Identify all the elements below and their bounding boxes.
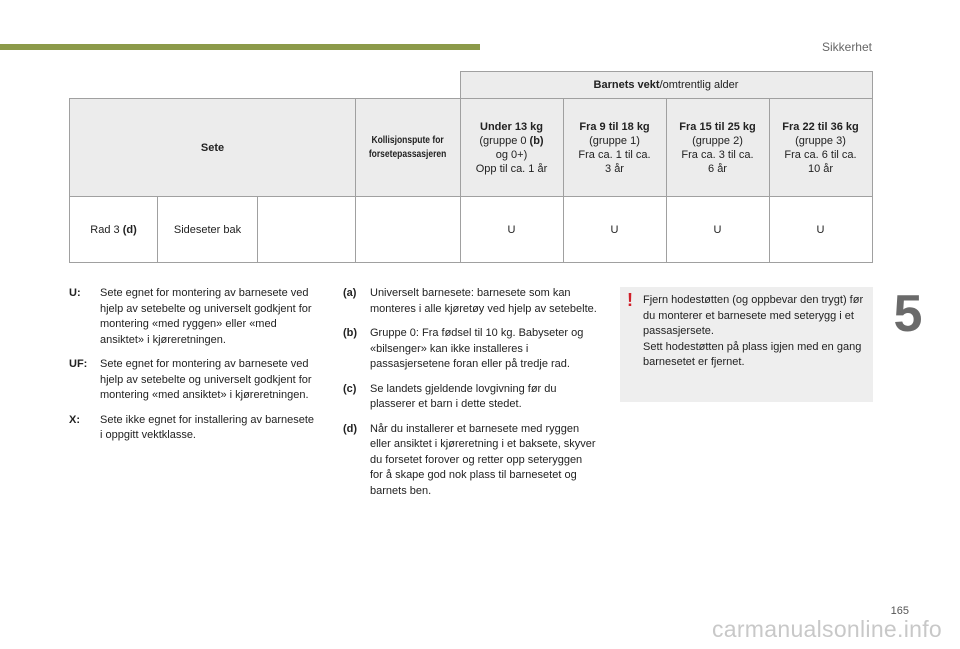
- legend-text: Sete egnet for montering av barnesete ved hjelp av setebelte og universelt godkjent for montering «med ansiktet» i kjøreretningen.: [100, 358, 312, 401]
- seat-extra: [258, 197, 356, 263]
- note-text: Universelt barnesete: barnesete som kan monteres i alle kjøretøy ved hjelp av setebelte.: [370, 287, 597, 315]
- chapter-number: 5: [893, 285, 923, 343]
- note-key: (b): [343, 327, 358, 339]
- legend-key: UF:: [69, 358, 88, 370]
- page-number: 165: [890, 605, 909, 617]
- legend-key: X:: [69, 413, 80, 426]
- child-seat-table: [69, 71, 873, 263]
- warning-box: [620, 287, 873, 402]
- table-row: [70, 197, 873, 263]
- weight-group-header: Barnets vekt/omtrentlig alder: [460, 72, 872, 99]
- value-cell: U: [563, 197, 666, 263]
- value-cell: U: [769, 197, 872, 263]
- airbag-column-header: Kollisjonspute for forsetepassasjeren: [356, 99, 461, 197]
- warning-line: Fjern hodestøtten (og oppbevar den trygt) før du monterer et barnesete med seterygg i et passasjersete.: [643, 294, 864, 337]
- note-text: Når du installerer et barnesete med ryggen eller ansiktet i kjøreretning i et baksete, skyver du forsetet forover og retter opp seteryggen for å skape god nok plass til barnesetet og barnets ben.: [370, 422, 596, 497]
- weight-header-2: Fra 15 til 25 kg (gruppe 2) Fra ca. 3 til ca. 6 år: [666, 99, 769, 197]
- chapter-color-bar: [0, 44, 480, 50]
- weight-header-3: Fra 22 til 36 kg (gruppe 3) Fra ca. 6 til ca. 10 år: [769, 99, 872, 197]
- section-title: Sikkerhet: [821, 40, 872, 54]
- watermark: carmanualsonline.info: [711, 616, 942, 642]
- weight-header-1: Fra 9 til 18 kg (gruppe 1) Fra ca. 1 til ca. 3 år: [563, 99, 666, 197]
- note-text: Se landets gjeldende lovgivning før du plasserer et barn i dette stedet.: [370, 382, 557, 410]
- seat-column-header: Sete: [70, 99, 356, 197]
- note-key: (a): [343, 287, 357, 299]
- warning-icon: !: [627, 290, 633, 310]
- list-item: [343, 326, 598, 373]
- list-item: [343, 422, 598, 500]
- weight-header-0: Under 13 kg (gruppe 0 (b) og 0+) Opp til ca. 1 år: [460, 99, 563, 197]
- legend-text: Sete ikke egnet for installering av barnesete i oppgitt vektklasse.: [100, 413, 315, 441]
- legend-text: Sete egnet for montering av barnesete ved hjelp av setebelte og universelt godkjent for montering «med ryggen» eller «med ansiktet» i kjøreretningen.: [100, 287, 312, 346]
- legend-key: U:: [69, 287, 81, 299]
- list-item: [343, 382, 598, 413]
- warning-line: Sett hodestøtten på plass igjen med en gang barnesetet er fjernet.: [643, 340, 862, 368]
- list-item: [343, 286, 598, 317]
- airbag-cell: [356, 197, 461, 263]
- note-text: Gruppe 0: Fra fødsel til 10 kg. Babyseter og «bilsenger» kan ikke installeres i passasjersetene foran eller på tredje rad.: [370, 327, 584, 370]
- row-label: Rad 3 (d): [70, 197, 158, 263]
- note-key: (d): [343, 422, 358, 435]
- value-cell: U: [460, 197, 563, 263]
- value-cell: U: [666, 197, 769, 263]
- list-item: [69, 357, 319, 404]
- legend-left: [69, 286, 319, 453]
- list-item: [69, 286, 319, 348]
- legend-notes: [343, 286, 598, 508]
- seat-position: Sideseter bak: [158, 197, 258, 263]
- list-item: [69, 413, 319, 444]
- note-key: (c): [343, 382, 357, 395]
- warning-text: [643, 293, 865, 371]
